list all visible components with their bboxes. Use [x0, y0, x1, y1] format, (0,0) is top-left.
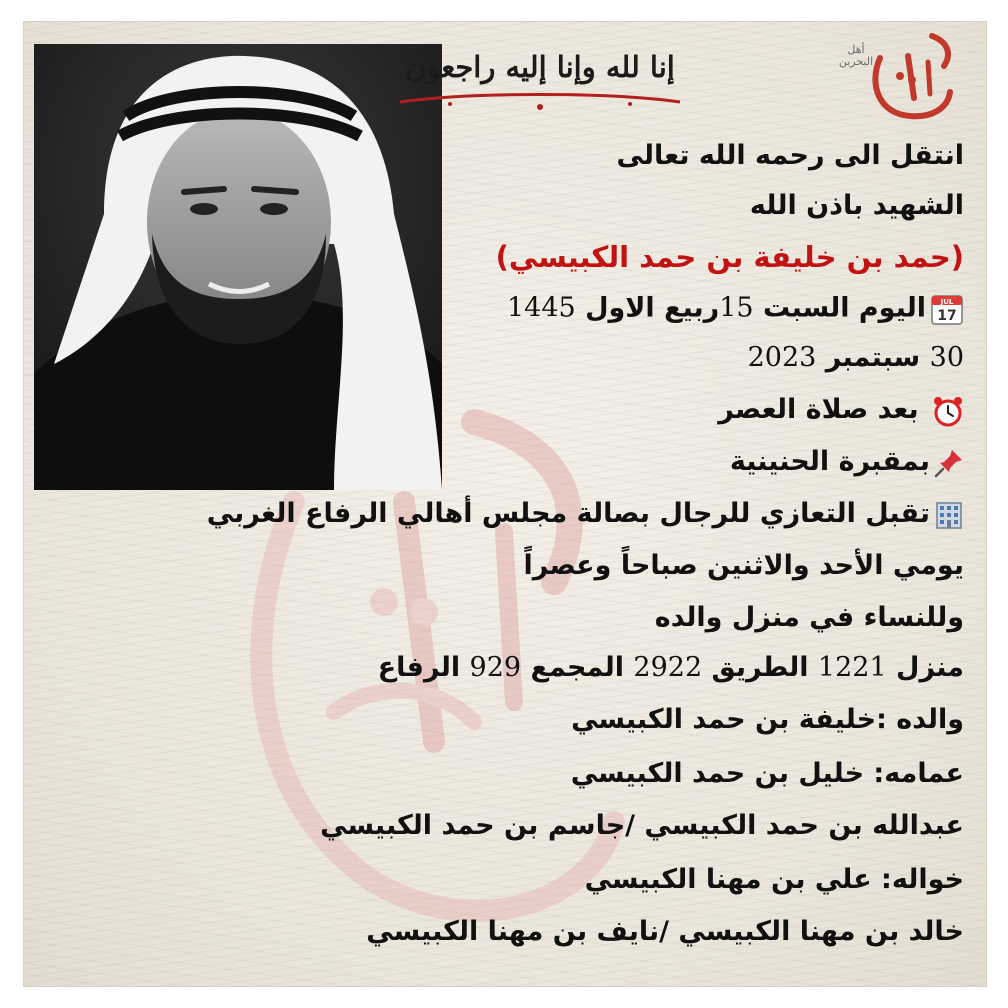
- deceased-name: (حمد بن خليفة بن حمد الكبيسي): [495, 240, 964, 274]
- line-address: [378, 652, 964, 683]
- logo-caption: أهل البحرين: [838, 43, 874, 68]
- calendar-month-text: JUL: [940, 298, 954, 306]
- hijri-year: 1445: [506, 292, 576, 324]
- line-passed-away: انتقل الى رحمه الله تعالى: [616, 140, 964, 171]
- road-label: الطريق: [711, 652, 809, 683]
- line-women: وللنساء في منزل والده: [654, 602, 964, 633]
- line-maternal-1: خواله: علي بن مهنا الكبيسي: [584, 864, 964, 895]
- line-gregorian-date: [748, 342, 964, 373]
- greg-year: 2023: [747, 342, 817, 373]
- condolence-text: تقبل التعازي للرجال بصالة مجلس أهالي الرفاع الغربي: [206, 498, 930, 529]
- area-name: الرفاع: [377, 652, 461, 683]
- line-days: يومي الأحد والاثنين صباحاً وعصراً: [523, 550, 964, 581]
- calligraphy-verse: إنا لله وإنا إليه راجعون: [405, 50, 675, 84]
- place-text: بمقبرة الحنينية: [729, 446, 930, 477]
- hijri-day-number: 15: [719, 292, 754, 324]
- condolence-card: [24, 22, 986, 986]
- line-place: [730, 446, 964, 478]
- line-uncles-1: عمامه: خليل بن حمد الكبيسي: [570, 758, 964, 789]
- line-time: [718, 394, 964, 427]
- calendar-icon: [930, 292, 964, 326]
- time-text: بعد صلاة العصر: [718, 394, 919, 425]
- hijri-day: اليوم السبت: [762, 292, 926, 324]
- house-number: 1221: [817, 652, 887, 683]
- line-hijri-date: [507, 292, 964, 326]
- hijri-month: ربيع الاول: [585, 292, 720, 324]
- line-uncles-2: عبدالله بن حمد الكبيسي /جاسم بن حمد الكبيسي: [320, 810, 964, 841]
- block-number: 929: [469, 652, 522, 683]
- line-father: والده :خليفة بن حمد الكبيسي: [571, 704, 964, 735]
- line-martyr: الشهيد باذن الله: [749, 190, 964, 221]
- office-building-icon: [934, 500, 964, 530]
- house-label: منزل: [896, 652, 964, 683]
- road-number: 2922: [633, 652, 703, 683]
- greg-day: 30: [929, 342, 964, 373]
- calendar-day-text: 17: [937, 308, 957, 324]
- greg-month: سبتمبر: [825, 342, 921, 373]
- alarm-clock-icon: [932, 395, 964, 427]
- line-maternal-2: خالد بن مهنا الكبيسي /نايف بن مهنا الكبيسي: [366, 916, 964, 947]
- pushpin-icon: [934, 448, 964, 478]
- line-condolence: [207, 498, 964, 530]
- block-label: المجمع: [530, 652, 624, 683]
